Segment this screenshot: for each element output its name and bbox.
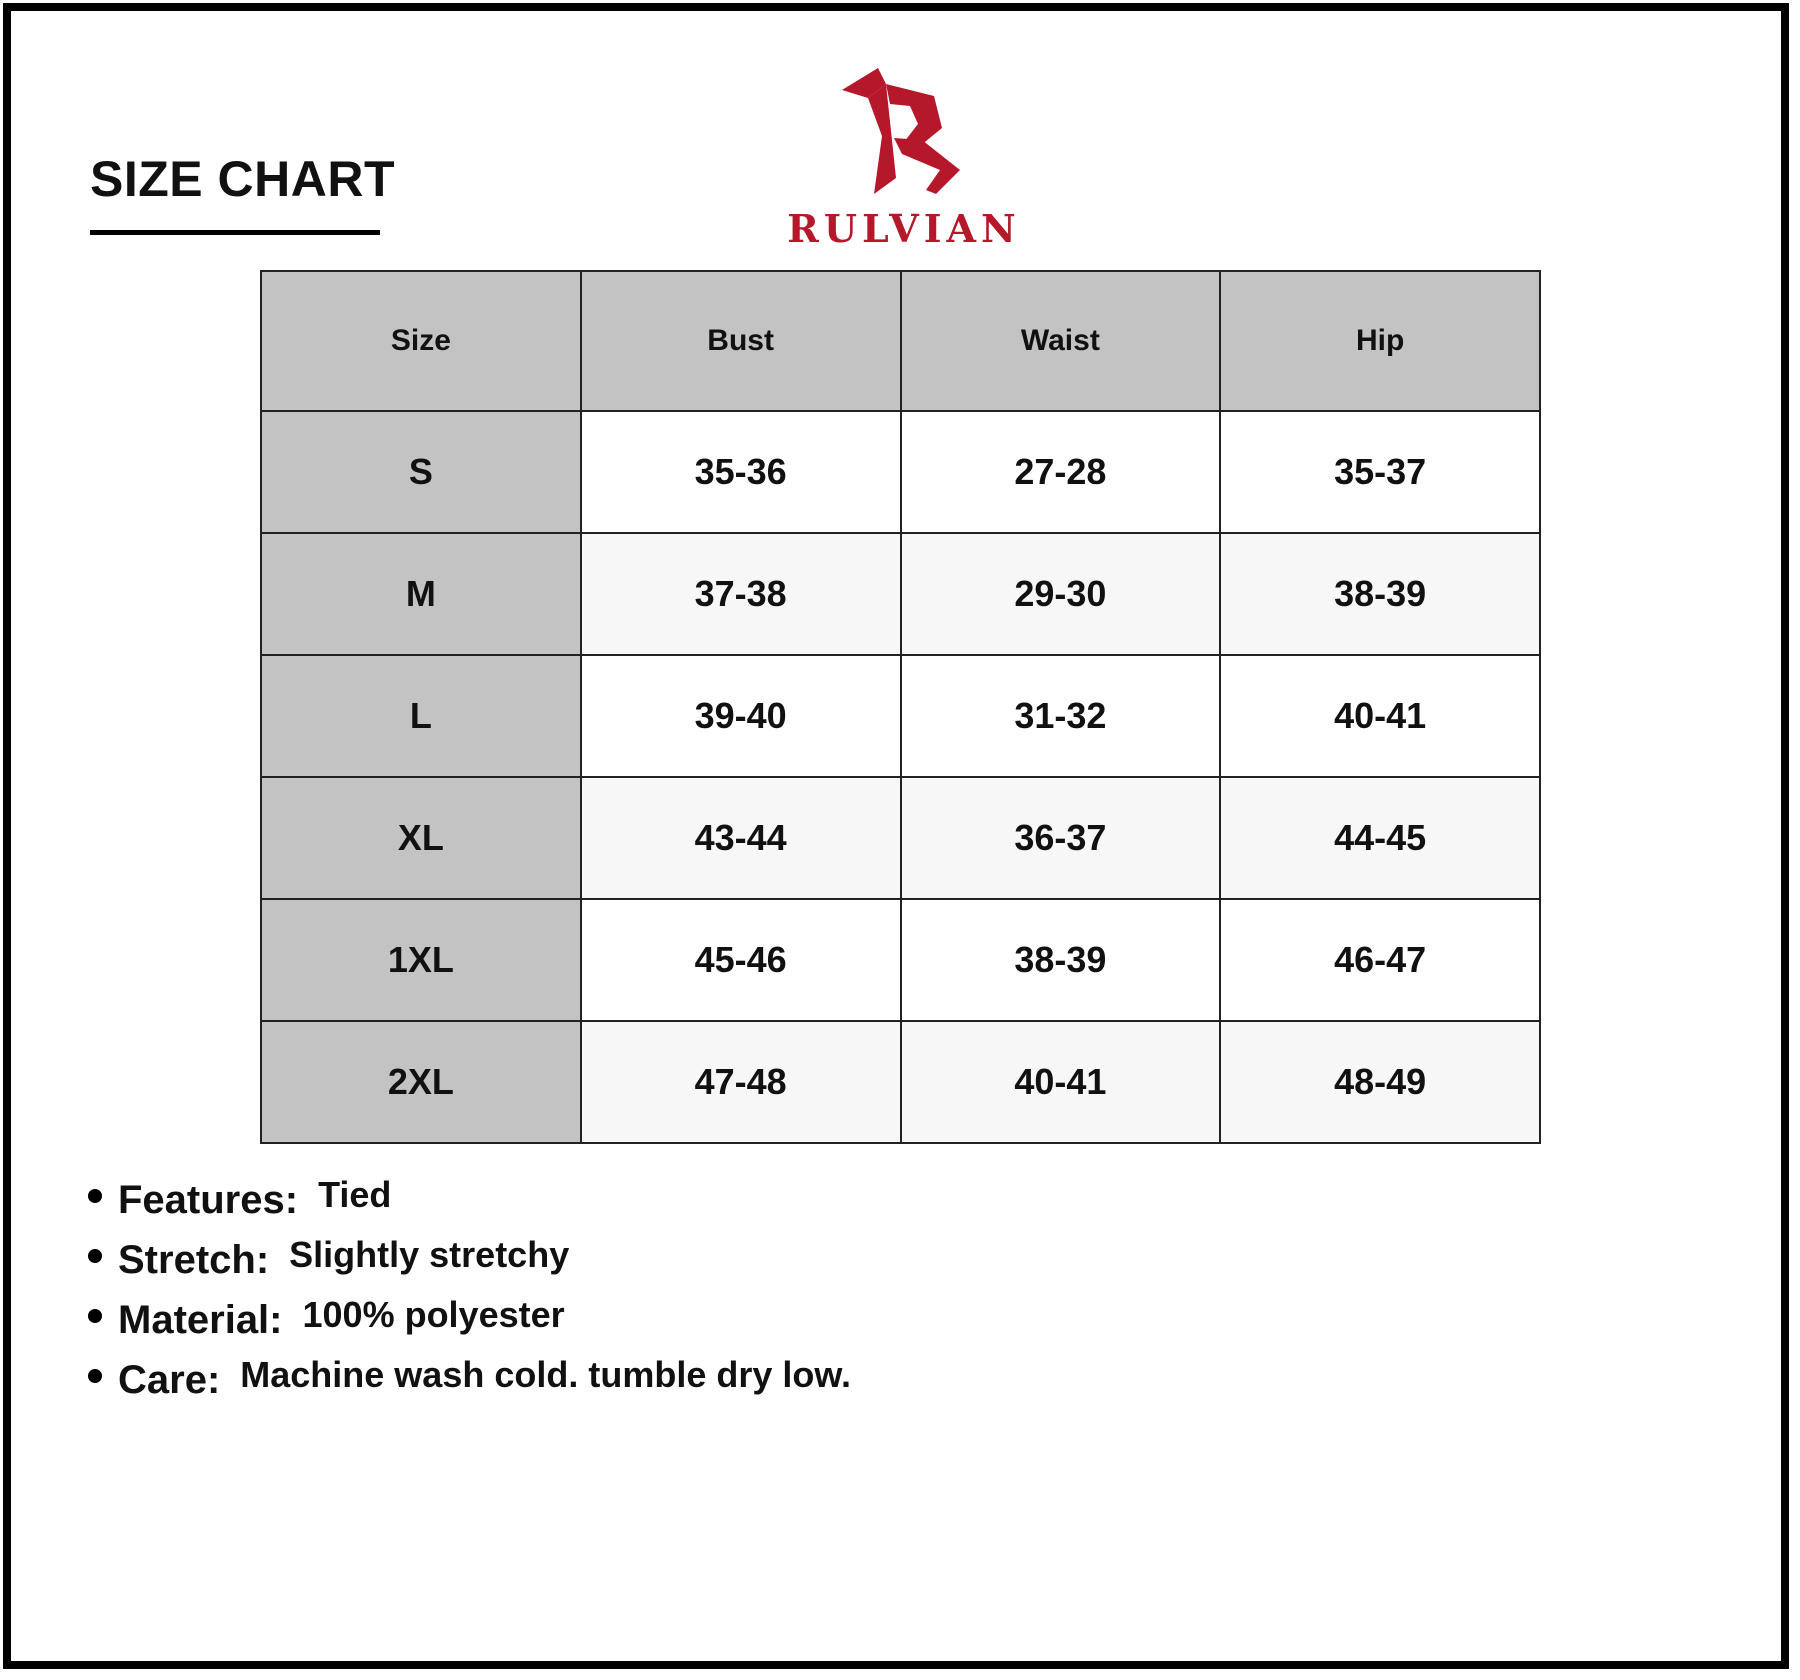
bust-cell: 39-40 xyxy=(581,655,901,777)
waist-cell: 27-28 xyxy=(901,411,1221,533)
spec-value: Machine wash cold. tumble dry low. xyxy=(240,1354,852,1395)
column-header-size: Size xyxy=(261,271,581,411)
bust-cell: 37-38 xyxy=(581,533,901,655)
bust-cell: 47-48 xyxy=(581,1021,901,1143)
table-header-row xyxy=(261,271,1540,411)
spec-label: Material: xyxy=(118,1298,283,1342)
waist-cell: 31-32 xyxy=(901,655,1221,777)
bullet-icon xyxy=(88,1189,102,1203)
page-title: SIZE CHART xyxy=(90,151,395,207)
list-item xyxy=(88,1294,1288,1358)
table-row xyxy=(261,899,1540,1021)
spec-label: Care: xyxy=(118,1358,221,1402)
hip-cell: 46-47 xyxy=(1220,899,1540,1021)
hip-cell: 35-37 xyxy=(1220,411,1540,533)
brand-logo xyxy=(784,66,1024,251)
size-cell: S xyxy=(261,411,581,533)
size-cell: XL xyxy=(261,777,581,899)
spec-label: Features: xyxy=(118,1178,299,1222)
column-header-waist: Waist xyxy=(901,271,1221,411)
bullet-icon xyxy=(88,1309,102,1323)
hip-cell: 48-49 xyxy=(1220,1021,1540,1143)
spec-label: Stretch: xyxy=(118,1238,270,1282)
bullet-icon xyxy=(88,1369,102,1383)
list-item xyxy=(88,1234,1288,1298)
brand-name: RULVIAN xyxy=(787,206,1021,251)
size-cell: 2XL xyxy=(261,1021,581,1143)
waist-cell: 29-30 xyxy=(901,533,1221,655)
list-item xyxy=(88,1354,1288,1418)
hip-cell: 38-39 xyxy=(1220,533,1540,655)
list-item xyxy=(88,1174,1288,1238)
bust-cell: 45-46 xyxy=(581,899,901,1021)
table-row xyxy=(261,655,1540,777)
spec-value: Slightly stretchy xyxy=(289,1234,570,1275)
bust-cell: 35-36 xyxy=(581,411,901,533)
spec-value: Tied xyxy=(318,1174,392,1215)
hip-cell: 44-45 xyxy=(1220,777,1540,899)
size-cell: 1XL xyxy=(261,899,581,1021)
title-underline xyxy=(90,230,380,235)
spec-value: 100% polyester xyxy=(302,1294,565,1335)
product-specs-list xyxy=(88,1174,1288,1418)
waist-cell: 36-37 xyxy=(901,777,1221,899)
brand-r-icon xyxy=(838,66,966,202)
bullet-icon xyxy=(88,1249,102,1263)
table-row xyxy=(261,1021,1540,1143)
waist-cell: 38-39 xyxy=(901,899,1221,1021)
hip-cell: 40-41 xyxy=(1220,655,1540,777)
table-row xyxy=(261,777,1540,899)
column-header-bust: Bust xyxy=(581,271,901,411)
size-table xyxy=(260,270,1541,1144)
table-row xyxy=(261,411,1540,533)
column-header-hip: Hip xyxy=(1220,271,1540,411)
size-cell: L xyxy=(261,655,581,777)
size-cell: M xyxy=(261,533,581,655)
table-row xyxy=(261,533,1540,655)
bust-cell: 43-44 xyxy=(581,777,901,899)
waist-cell: 40-41 xyxy=(901,1021,1221,1143)
